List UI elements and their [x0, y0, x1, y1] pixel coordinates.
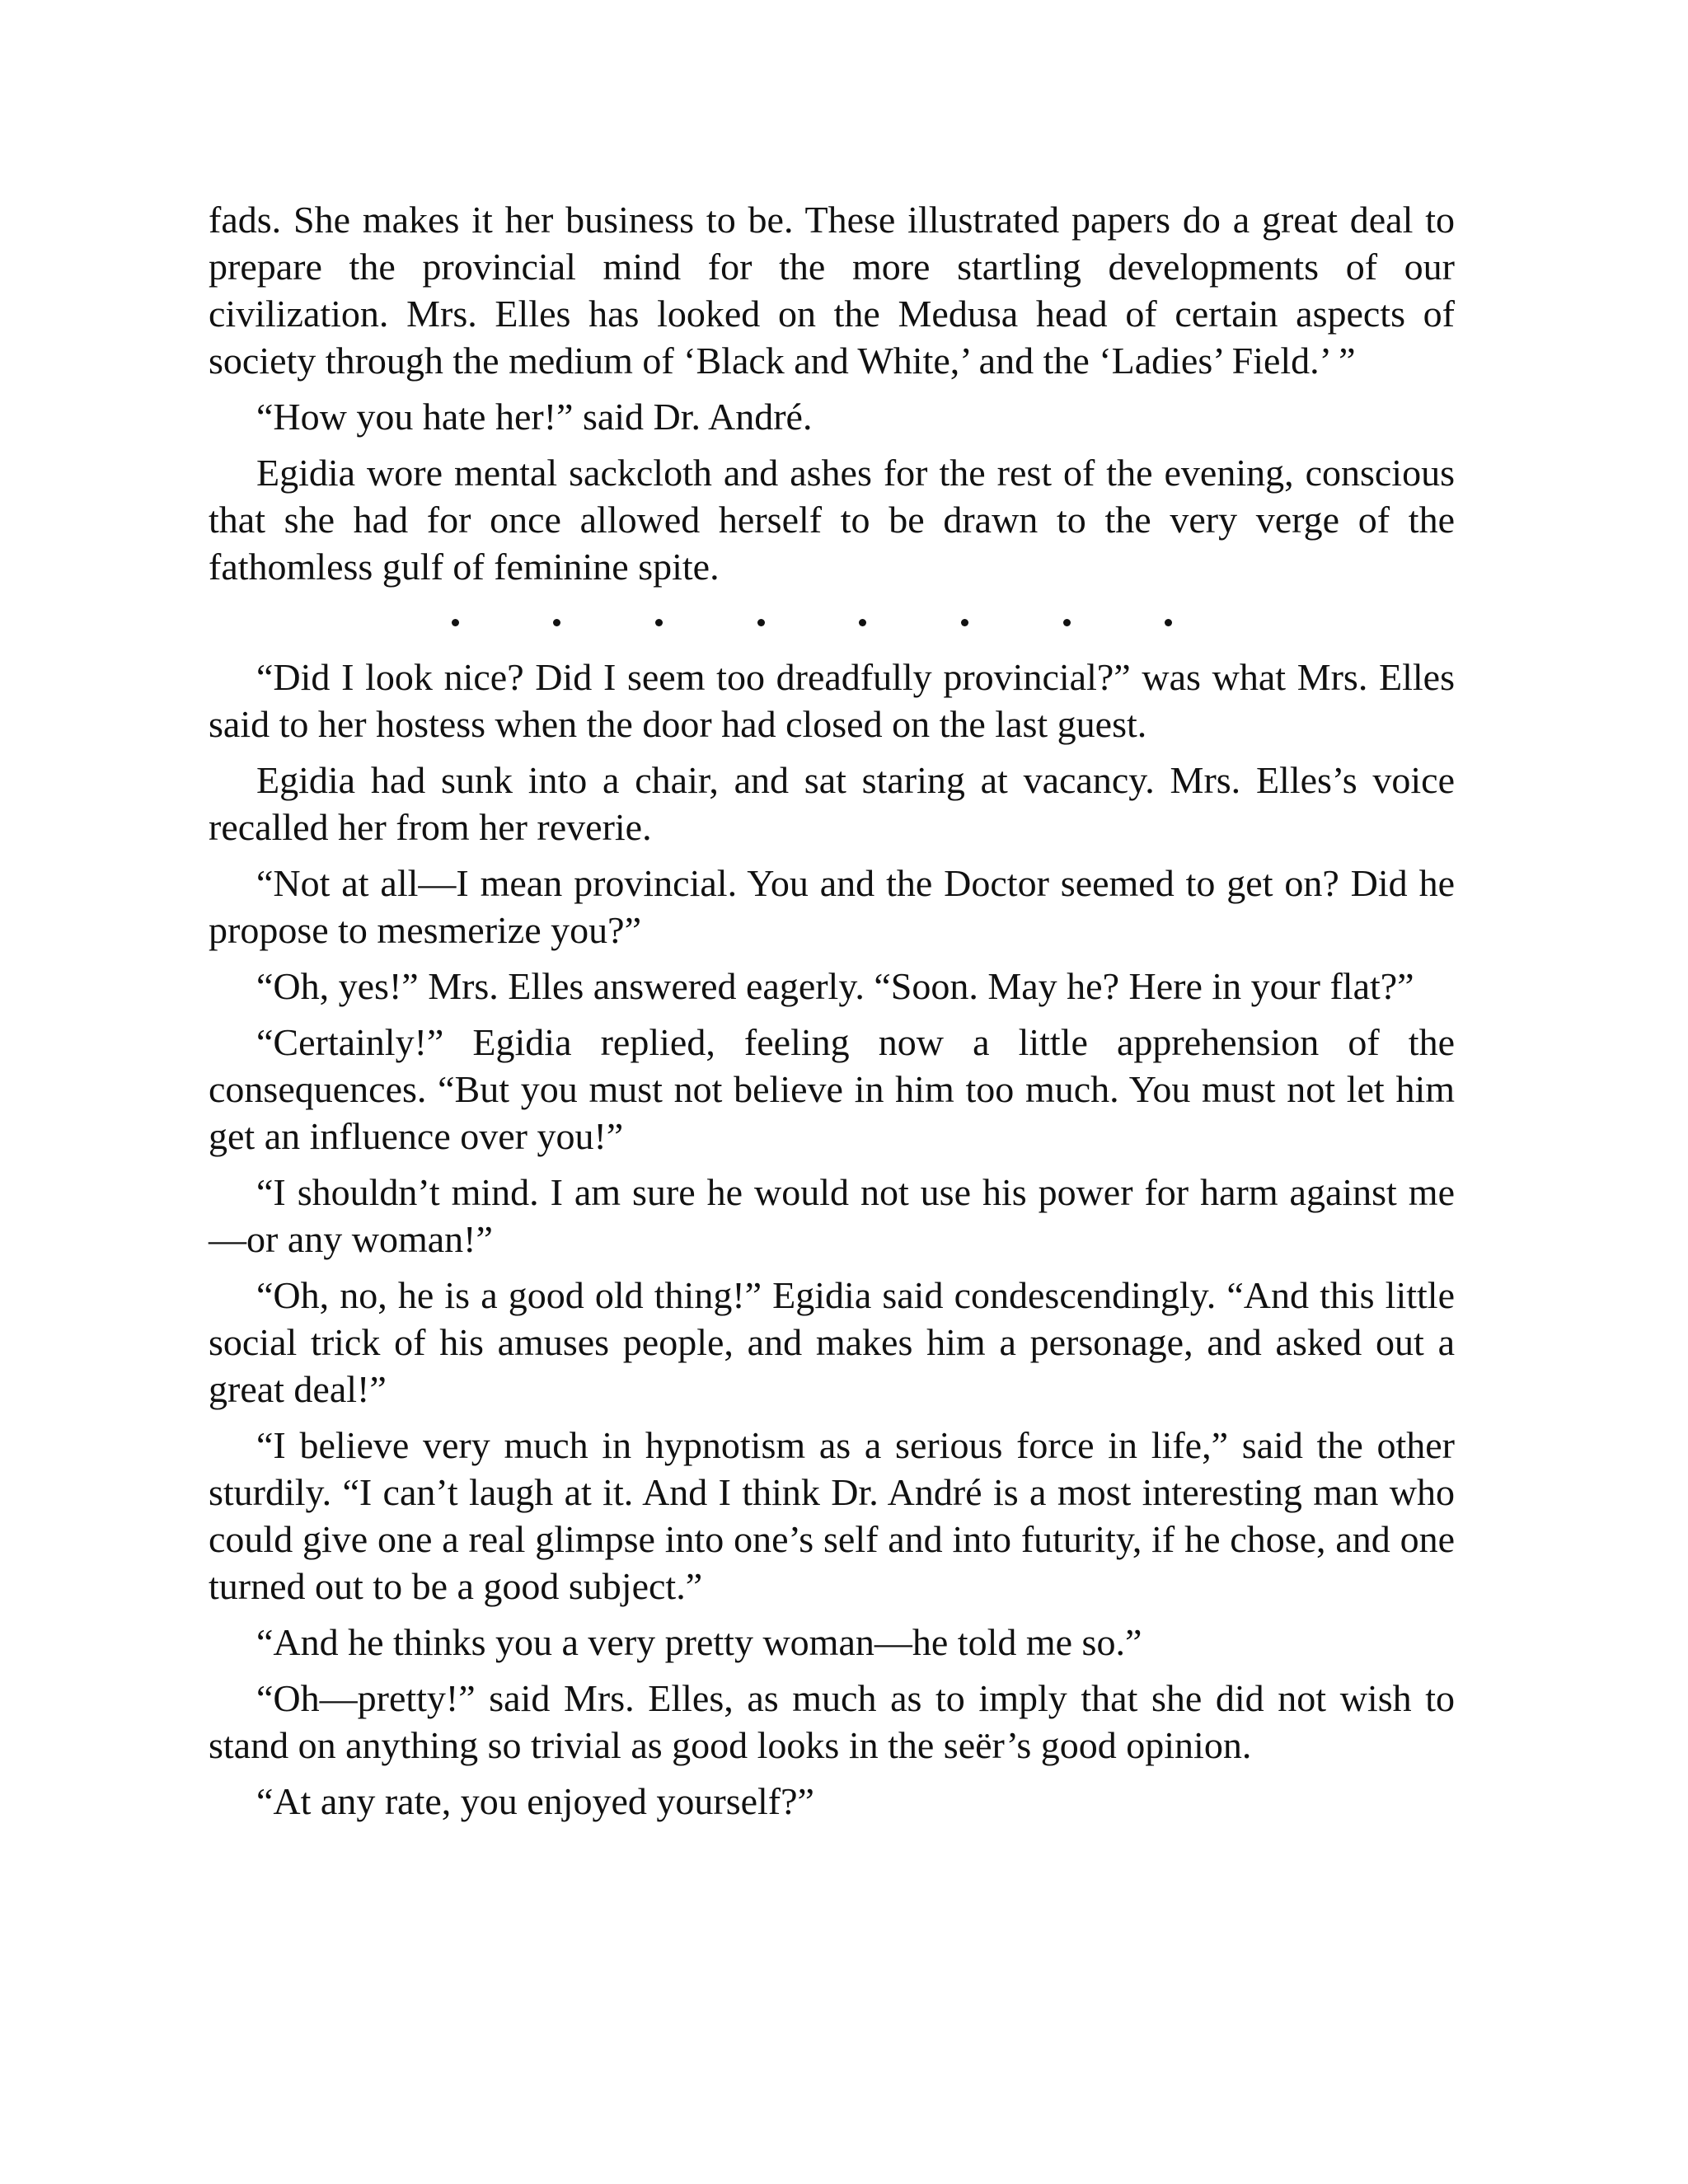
paragraph: “At any rate, you enjoyed yourself?” [256, 1780, 814, 1822]
paragraph: “I shouldn’t mind. I am sure he would not use his power for harm against me—or any woman!” [209, 1171, 1455, 1260]
paragraph-continuation: fads. She makes it her business to be. These illustrated papers do a great deal to prepare the provincial mind for the more startling developments of our civilization. Mrs. Elles has looked on the Medusa head of certain aspects of society through the medium of ‘Black and White,’ and the ‘Ladies’ Field.’ ” [209, 199, 1455, 382]
section-break-dot [859, 619, 866, 626]
book-page [209, 196, 1455, 1834]
paragraph: “Certainly!” Egidia replied, feeling now a little apprehension of the consequences. “But you must not believe in him too much. You must not let him get an influence over you!” [209, 1021, 1455, 1157]
paragraph: “Oh—pretty!” said Mrs. Elles, as much as to imply that she did not wish to stand on anything so trivial as good looks in the seër’s good opinion. [209, 1677, 1455, 1766]
paragraph: “Oh, yes!” Mrs. Elles answered eagerly. “Soon. May he? Here in your flat?” [256, 965, 1414, 1007]
section-break-dot [1165, 619, 1172, 626]
paragraph: “How you hate her!” said Dr. André. [256, 396, 813, 438]
section-break-dot [452, 619, 459, 626]
paragraph: Egidia wore mental sackcloth and ashes for the rest of the evening, conscious that she had for once allowed herself to be drawn to the very verge of the fathomless gulf of feminine spite. [209, 452, 1455, 588]
paragraph: “Not at all—I mean provincial. You and the Doctor seemed to get on? Did he propose to mesmerize you?” [209, 862, 1455, 951]
paragraph: Egidia had sunk into a chair, and sat staring at vacancy. Mrs. Elles’s voice recalled her from her reverie. [209, 759, 1455, 848]
paragraph: “And he thinks you a very pretty woman—he told me so.” [256, 1621, 1142, 1663]
paragraph: “I believe very much in hypnotism as a serious force in life,” said the other sturdily. “I can’t laugh at it. And I think Dr. André is a most interesting man who could give one a real glimpse into one’s self and into futurity, if he chose, and one turned out to be a good subject.” [209, 1424, 1455, 1607]
section-break-dot [1063, 619, 1071, 626]
paragraph: “Oh, no, he is a good old thing!” Egidia said condescendingly. “And this little social trick of his amuses people, and makes him a personage, and asked out a great deal!” [209, 1274, 1455, 1410]
paragraph: “Did I look nice? Did I seem too dreadfully provincial?” was what Mrs. Elles said to her hostess when the door had closed on the last guest. [209, 656, 1455, 745]
section-break-dot [553, 619, 560, 626]
section-break-dot [757, 619, 765, 626]
section-break-dot [961, 619, 968, 626]
section-break-dot [655, 619, 663, 626]
section-break [209, 599, 1455, 650]
